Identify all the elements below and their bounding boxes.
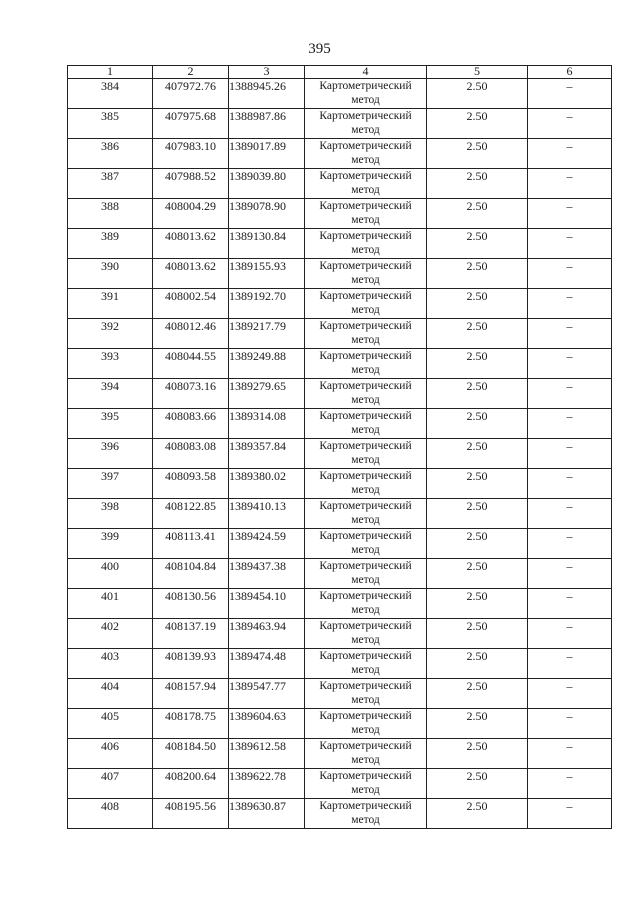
accuracy-value-cell: 2.50 bbox=[427, 709, 528, 739]
accuracy-value-cell: 2.50 bbox=[427, 469, 528, 499]
table-row bbox=[68, 289, 612, 319]
point-number-cell: 400 bbox=[68, 559, 153, 589]
point-number-cell: 407 bbox=[68, 769, 153, 799]
x-coordinate-cell: 408013.62 bbox=[153, 229, 229, 259]
table-row bbox=[68, 739, 612, 769]
y-coordinate-cell: 1389622.78 bbox=[229, 769, 305, 799]
table-row bbox=[68, 799, 612, 829]
method-cell: Картометрический метод bbox=[305, 379, 427, 409]
point-number-cell: 406 bbox=[68, 739, 153, 769]
note-cell: – bbox=[528, 529, 612, 559]
accuracy-value-cell: 2.50 bbox=[427, 259, 528, 289]
method-cell: Картометрический метод bbox=[305, 619, 427, 649]
table-row bbox=[68, 649, 612, 679]
accuracy-value-cell: 2.50 bbox=[427, 349, 528, 379]
note-cell: – bbox=[528, 739, 612, 769]
point-number-cell: 389 bbox=[68, 229, 153, 259]
table-row bbox=[68, 109, 612, 139]
point-number-cell: 391 bbox=[68, 289, 153, 319]
note-cell: – bbox=[528, 289, 612, 319]
x-coordinate-cell: 408184.50 bbox=[153, 739, 229, 769]
table-row bbox=[68, 409, 612, 439]
method-cell: Картометрический метод bbox=[305, 469, 427, 499]
accuracy-value-cell: 2.50 bbox=[427, 319, 528, 349]
note-cell: – bbox=[528, 349, 612, 379]
accuracy-value-cell: 2.50 bbox=[427, 409, 528, 439]
note-cell: – bbox=[528, 679, 612, 709]
x-coordinate-cell: 407972.76 bbox=[153, 79, 229, 109]
table-row bbox=[68, 349, 612, 379]
column-header: 1 bbox=[68, 66, 153, 79]
table-body bbox=[68, 79, 612, 829]
y-coordinate-cell: 1388945.26 bbox=[229, 79, 305, 109]
note-cell: – bbox=[528, 109, 612, 139]
accuracy-value-cell: 2.50 bbox=[427, 649, 528, 679]
method-cell: Картометрический метод bbox=[305, 589, 427, 619]
point-number-cell: 396 bbox=[68, 439, 153, 469]
table-row bbox=[68, 559, 612, 589]
accuracy-value-cell: 2.50 bbox=[427, 589, 528, 619]
method-cell: Картометрический метод bbox=[305, 739, 427, 769]
x-coordinate-cell: 408002.54 bbox=[153, 289, 229, 319]
method-cell: Картометрический метод bbox=[305, 439, 427, 469]
method-cell: Картометрический метод bbox=[305, 199, 427, 229]
y-coordinate-cell: 1389454.10 bbox=[229, 589, 305, 619]
note-cell: – bbox=[528, 769, 612, 799]
method-cell: Картометрический метод bbox=[305, 679, 427, 709]
note-cell: – bbox=[528, 499, 612, 529]
y-coordinate-cell: 1389279.65 bbox=[229, 379, 305, 409]
method-cell: Картометрический метод bbox=[305, 319, 427, 349]
table-row bbox=[68, 769, 612, 799]
x-coordinate-cell: 408157.94 bbox=[153, 679, 229, 709]
column-header: 4 bbox=[305, 66, 427, 79]
method-cell: Картометрический метод bbox=[305, 649, 427, 679]
note-cell: – bbox=[528, 469, 612, 499]
table-row bbox=[68, 619, 612, 649]
point-number-cell: 390 bbox=[68, 259, 153, 289]
method-cell: Картометрический метод bbox=[305, 289, 427, 319]
point-number-cell: 387 bbox=[68, 169, 153, 199]
accuracy-value-cell: 2.50 bbox=[427, 199, 528, 229]
table-row bbox=[68, 379, 612, 409]
accuracy-value-cell: 2.50 bbox=[427, 169, 528, 199]
x-coordinate-cell: 407983.10 bbox=[153, 139, 229, 169]
x-coordinate-cell: 408083.08 bbox=[153, 439, 229, 469]
table-row bbox=[68, 169, 612, 199]
point-number-cell: 403 bbox=[68, 649, 153, 679]
x-coordinate-cell: 408122.85 bbox=[153, 499, 229, 529]
table-row bbox=[68, 139, 612, 169]
x-coordinate-cell: 408139.93 bbox=[153, 649, 229, 679]
accuracy-value-cell: 2.50 bbox=[427, 139, 528, 169]
method-cell: Картометрический метод bbox=[305, 799, 427, 829]
point-number-cell: 388 bbox=[68, 199, 153, 229]
accuracy-value-cell: 2.50 bbox=[427, 559, 528, 589]
method-cell: Картометрический метод bbox=[305, 349, 427, 379]
point-number-cell: 395 bbox=[68, 409, 153, 439]
accuracy-value-cell: 2.50 bbox=[427, 79, 528, 109]
y-coordinate-cell: 1389017.89 bbox=[229, 139, 305, 169]
table-row bbox=[68, 469, 612, 499]
x-coordinate-cell: 408104.84 bbox=[153, 559, 229, 589]
y-coordinate-cell: 1389463.94 bbox=[229, 619, 305, 649]
note-cell: – bbox=[528, 139, 612, 169]
table-row bbox=[68, 79, 612, 109]
y-coordinate-cell: 1389130.84 bbox=[229, 229, 305, 259]
accuracy-value-cell: 2.50 bbox=[427, 499, 528, 529]
note-cell: – bbox=[528, 799, 612, 829]
table-row bbox=[68, 529, 612, 559]
method-cell: Картометрический метод bbox=[305, 529, 427, 559]
method-cell: Картометрический метод bbox=[305, 109, 427, 139]
column-header: 3 bbox=[229, 66, 305, 79]
y-coordinate-cell: 1389630.87 bbox=[229, 799, 305, 829]
method-cell: Картометрический метод bbox=[305, 169, 427, 199]
coordinates-table bbox=[67, 65, 612, 829]
method-cell: Картометрический метод bbox=[305, 259, 427, 289]
point-number-cell: 408 bbox=[68, 799, 153, 829]
column-header: 5 bbox=[427, 66, 528, 79]
point-number-cell: 392 bbox=[68, 319, 153, 349]
accuracy-value-cell: 2.50 bbox=[427, 769, 528, 799]
point-number-cell: 394 bbox=[68, 379, 153, 409]
note-cell: – bbox=[528, 229, 612, 259]
note-cell: – bbox=[528, 559, 612, 589]
note-cell: – bbox=[528, 649, 612, 679]
note-cell: – bbox=[528, 259, 612, 289]
y-coordinate-cell: 1389612.58 bbox=[229, 739, 305, 769]
accuracy-value-cell: 2.50 bbox=[427, 229, 528, 259]
x-coordinate-cell: 408200.64 bbox=[153, 769, 229, 799]
point-number-cell: 393 bbox=[68, 349, 153, 379]
table-row bbox=[68, 259, 612, 289]
y-coordinate-cell: 1388987.86 bbox=[229, 109, 305, 139]
table-row bbox=[68, 589, 612, 619]
note-cell: – bbox=[528, 169, 612, 199]
x-coordinate-cell: 408083.66 bbox=[153, 409, 229, 439]
page-number: 395 bbox=[308, 41, 331, 57]
accuracy-value-cell: 2.50 bbox=[427, 799, 528, 829]
accuracy-value-cell: 2.50 bbox=[427, 619, 528, 649]
table-row bbox=[68, 679, 612, 709]
point-number-cell: 385 bbox=[68, 109, 153, 139]
y-coordinate-cell: 1389424.59 bbox=[229, 529, 305, 559]
table-row bbox=[68, 499, 612, 529]
x-coordinate-cell: 408178.75 bbox=[153, 709, 229, 739]
accuracy-value-cell: 2.50 bbox=[427, 379, 528, 409]
y-coordinate-cell: 1389380.02 bbox=[229, 469, 305, 499]
method-cell: Картометрический метод bbox=[305, 139, 427, 169]
x-coordinate-cell: 408012.46 bbox=[153, 319, 229, 349]
x-coordinate-cell: 408073.16 bbox=[153, 379, 229, 409]
method-cell: Картометрический метод bbox=[305, 79, 427, 109]
x-coordinate-cell: 408130.56 bbox=[153, 589, 229, 619]
column-header: 2 bbox=[153, 66, 229, 79]
method-cell: Картометрический метод bbox=[305, 709, 427, 739]
point-number-cell: 384 bbox=[68, 79, 153, 109]
y-coordinate-cell: 1389249.88 bbox=[229, 349, 305, 379]
accuracy-value-cell: 2.50 bbox=[427, 529, 528, 559]
y-coordinate-cell: 1389155.93 bbox=[229, 259, 305, 289]
x-coordinate-cell: 408044.55 bbox=[153, 349, 229, 379]
note-cell: – bbox=[528, 709, 612, 739]
accuracy-value-cell: 2.50 bbox=[427, 109, 528, 139]
y-coordinate-cell: 1389474.48 bbox=[229, 649, 305, 679]
y-coordinate-cell: 1389547.77 bbox=[229, 679, 305, 709]
accuracy-value-cell: 2.50 bbox=[427, 289, 528, 319]
y-coordinate-cell: 1389357.84 bbox=[229, 439, 305, 469]
table-row bbox=[68, 709, 612, 739]
point-number-cell: 402 bbox=[68, 619, 153, 649]
point-number-cell: 399 bbox=[68, 529, 153, 559]
point-number-cell: 386 bbox=[68, 139, 153, 169]
method-cell: Картометрический метод bbox=[305, 409, 427, 439]
note-cell: – bbox=[528, 409, 612, 439]
x-coordinate-cell: 408195.56 bbox=[153, 799, 229, 829]
note-cell: – bbox=[528, 379, 612, 409]
column-header: 6 bbox=[528, 66, 612, 79]
method-cell: Картометрический метод bbox=[305, 769, 427, 799]
x-coordinate-cell: 408093.58 bbox=[153, 469, 229, 499]
note-cell: – bbox=[528, 439, 612, 469]
x-coordinate-cell: 407975.68 bbox=[153, 109, 229, 139]
table-row bbox=[68, 319, 612, 349]
note-cell: – bbox=[528, 589, 612, 619]
method-cell: Картометрический метод bbox=[305, 229, 427, 259]
method-cell: Картометрический метод bbox=[305, 559, 427, 589]
y-coordinate-cell: 1389437.38 bbox=[229, 559, 305, 589]
y-coordinate-cell: 1389039.80 bbox=[229, 169, 305, 199]
y-coordinate-cell: 1389217.79 bbox=[229, 319, 305, 349]
point-number-cell: 404 bbox=[68, 679, 153, 709]
table-row bbox=[68, 439, 612, 469]
y-coordinate-cell: 1389078.90 bbox=[229, 199, 305, 229]
table-row bbox=[68, 199, 612, 229]
point-number-cell: 405 bbox=[68, 709, 153, 739]
y-coordinate-cell: 1389410.13 bbox=[229, 499, 305, 529]
note-cell: – bbox=[528, 79, 612, 109]
y-coordinate-cell: 1389604.63 bbox=[229, 709, 305, 739]
point-number-cell: 401 bbox=[68, 589, 153, 619]
x-coordinate-cell: 408113.41 bbox=[153, 529, 229, 559]
table-row bbox=[68, 229, 612, 259]
x-coordinate-cell: 408137.19 bbox=[153, 619, 229, 649]
method-cell: Картометрический метод bbox=[305, 499, 427, 529]
accuracy-value-cell: 2.50 bbox=[427, 439, 528, 469]
note-cell: – bbox=[528, 199, 612, 229]
table-header-row bbox=[68, 66, 612, 79]
accuracy-value-cell: 2.50 bbox=[427, 679, 528, 709]
note-cell: – bbox=[528, 619, 612, 649]
point-number-cell: 398 bbox=[68, 499, 153, 529]
accuracy-value-cell: 2.50 bbox=[427, 739, 528, 769]
x-coordinate-cell: 408013.62 bbox=[153, 259, 229, 289]
y-coordinate-cell: 1389314.08 bbox=[229, 409, 305, 439]
x-coordinate-cell: 408004.29 bbox=[153, 199, 229, 229]
note-cell: – bbox=[528, 319, 612, 349]
point-number-cell: 397 bbox=[68, 469, 153, 499]
y-coordinate-cell: 1389192.70 bbox=[229, 289, 305, 319]
x-coordinate-cell: 407988.52 bbox=[153, 169, 229, 199]
